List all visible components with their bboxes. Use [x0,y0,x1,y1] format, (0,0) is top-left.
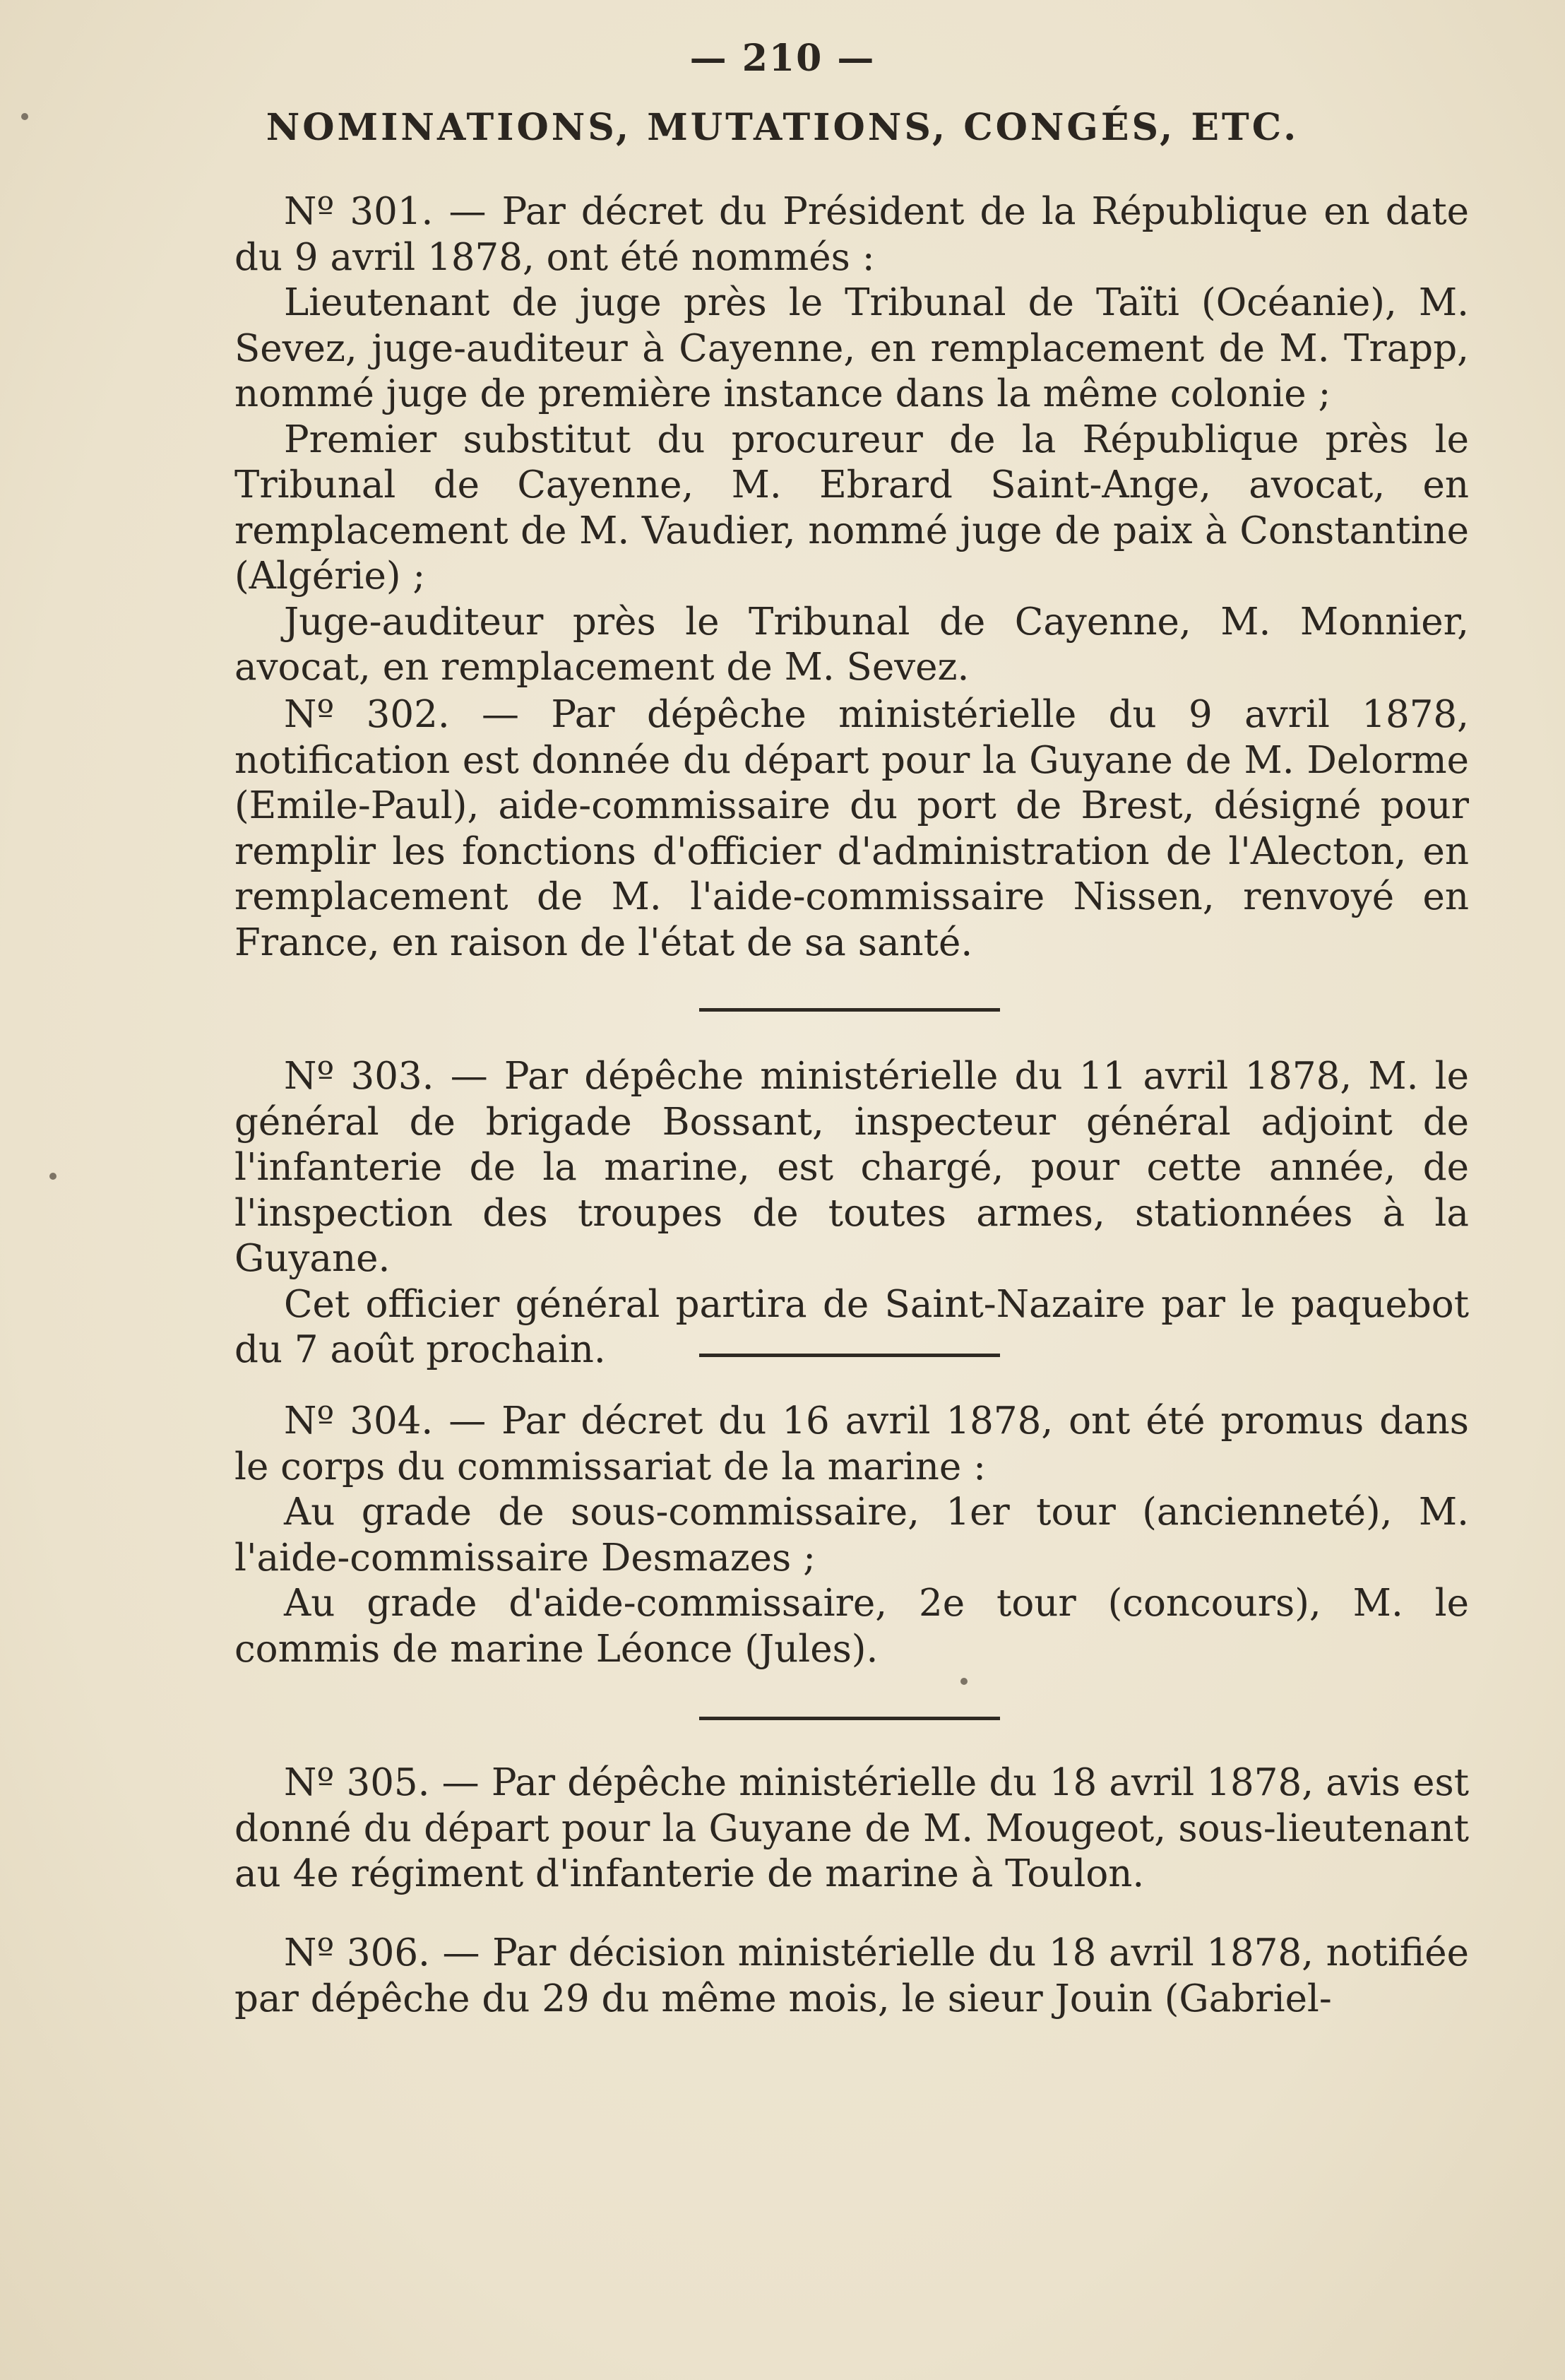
entry-301-heading: Nº 301. — Par décret du Président de la République en date du 9 avril 1878, ont été nommés : [234,190,1469,279]
entry-301 [234,189,1469,691]
section-title: NOMINATIONS, MUTATIONS, CONGÉS, ETC. [266,106,1299,149]
separator-rule [699,1717,1000,1720]
entry-304-item-2: Au grade d'aide-commissaire, 2e tour (concours), M. le commis de marine Léonce (Jules). [234,1582,1469,1671]
entry-301-item-2: Premier substitut du procureur de la République près le Tribunal de Cayenne, M. Ebrard Saint-Ange, avocat, en remplacement de M. Vaudier, nommé juge de paix à Constantine (Algérie) ; [234,418,1469,598]
entry-301-item-3: Juge-auditeur près le Tribunal de Cayenne, M. Monnier, avocat, en remplacement de M. Sevez. [234,600,1469,689]
separator-rule [699,1354,1000,1357]
entry-306-text: Nº 306. — Par décision ministérielle du 18 avril 1878, notifiée par dépêche du 29 du même mois, le sieur Jouin (Gabriel- [234,1931,1469,2020]
paper-speck [49,1173,56,1180]
entry-303-text: Nº 303. — Par dépêche ministérielle du 11 avril 1878, M. le général de brigade Bossant, inspecteur général adjoint de l'infanterie de la marine, est chargé, pour cette année, de l'inspection des troupes de toutes armes, stationnées à la Guyane. [234,1055,1469,1280]
entry-301-item-1: Lieutenant de juge près le Tribunal de Taïti (Océanie), M. Sevez, juge-auditeur à Cayenne, en remplacement de M. Trapp, nommé juge de première instance dans la même colonie ; [234,281,1469,415]
entry-302-text: Nº 302. — Par dépêche ministérielle du 9 avril 1878, notification est donnée du départ pour la Guyane de M. Delorme (Emile-Paul), aide-commissaire du port de Brest, désigné pour remplir les fonctions d'officier d'administration de l'Alecton, en remplacement de M. l'aide-commissaire Nissen, renvoyé en France, en raison de l'état de sa santé. [234,693,1469,964]
entry-304-heading: Nº 304. — Par décret du 16 avril 1878, ont été promus dans le corps du commissariat de la marine : [234,1399,1469,1488]
entry-305-text: Nº 305. — Par dépêche ministérielle du 18 avril 1878, avis est donné du départ pour la Guyane de M. Mougeot, sous-lieutenant au 4e régiment d'infanterie de marine à Toulon. [234,1761,1469,1895]
paper-speck [21,113,28,120]
entry-303-note: Cet officier général partira de Saint-Nazaire par le paquebot du 7 août prochain. [234,1282,1469,1371]
entry-306 [234,1931,1469,2022]
page-number: — 210 — [689,37,876,80]
separator-rule [699,1008,1000,1012]
entry-302 [234,692,1469,966]
paper-speck [960,1678,968,1685]
entry-304-item-1: Au grade de sous-commissaire, 1er tour (ancienneté), M. l'aide-commissaire Desmazes ; [234,1491,1469,1580]
entry-304 [234,1399,1469,1672]
entry-305 [234,1760,1469,1898]
entry-303 [234,1054,1469,1373]
